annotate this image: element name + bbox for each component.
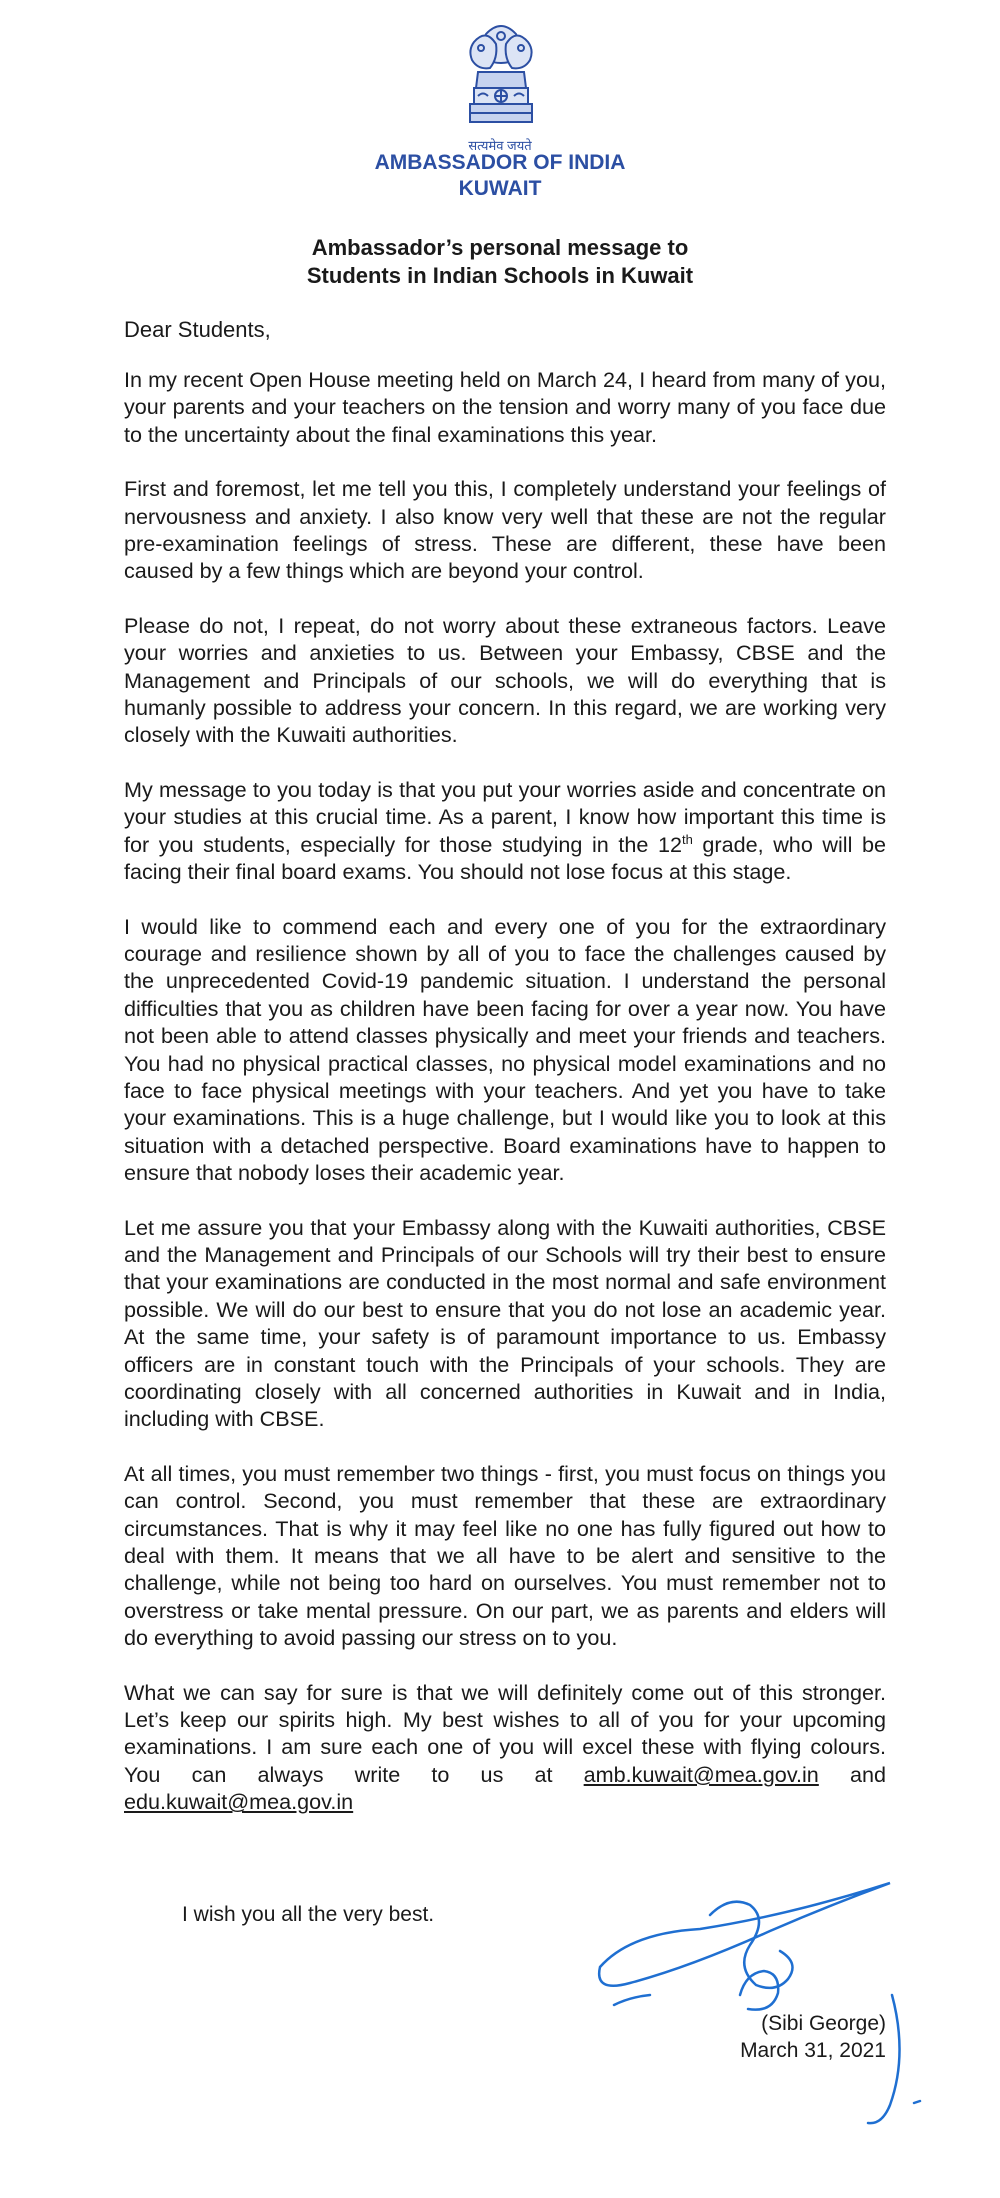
emblem-motto: सत्यमेव जयते: [468, 138, 532, 153]
education-email-link[interactable]: edu.kuwait@mea.gov.in: [124, 1789, 354, 1815]
paragraph-2: First and foremost, let me tell you this, I completely understand your feelings of nervousness and anxiety. I also know very well that these are not the regular pre-examination feelings of stress. These are different, these have been caused by a few things which are beyond your control.: [124, 476, 886, 584]
letter-body: [124, 316, 886, 1843]
paragraph-4-text-b: grade, who will be facing their final board exams. You should not lose focus at this stage.: [124, 831, 886, 885]
paragraph-5: I would like to commend each and every one of you for the extraordinary courage and resilience shown by all of you to face the challenges caused by the unprecedented Covid-19 pandemic situation. I understand the personal difficulties that you as children have been facing for over a year now. You have not been able to attend classes physically and meet your friends and teachers. You had no physical practical classes, no physical model examinations and no face to face physical meetings with your teachers. And yet you have to take your examinations. This is a huge challenge, but I would like you to look at this situation with a detached perspective. Board examinations have to happen to ensure that nobody loses their academic year.: [124, 913, 886, 1186]
paragraph-8-text: What we can say for sure is that we will definitely come out of this stronger. Let’s keep our spirits high. My best wishes to all of you for your upcoming examinations. I am sure each one of you will excel these with flying colours. You can always write to us at: [124, 1679, 886, 1787]
closing-line: I wish you all the very best.: [182, 1903, 435, 1926]
paragraph-3: Please do not, I repeat, do not worry about these extraneous factors. Leave your worries and anxieties to us. Between your Embassy, CBSE and the Management and Principals of our schools, we will do everything that is humanly possible to address your concern. In this regard, we are working very closely with the Kuwaiti authorities.: [124, 612, 886, 748]
paragraph-4: [124, 776, 886, 886]
paragraph-8: [124, 1679, 886, 1816]
subject-line-1: Ambassador’s personal message to: [311, 235, 689, 260]
paragraph-7: At all times, you must remember two things - first, you must focus on things you can control. Second, you must remember that these are extraordinary circumstances. That is why it may feel like no one has fully figured out how to deal with them. It means that we all have to be alert and sensitive to the challenge, while not being too hard on ourselves. You must remember not to overstress or take mental pressure. On our part, we as parents and elders will do everything to avoid passing our stress on to you.: [124, 1460, 886, 1651]
ambassador-email-link[interactable]: amb.kuwait@mea.gov.in: [583, 1761, 819, 1787]
subject-line-2: Students in Indian Schools in Kuwait: [306, 263, 694, 288]
salutation: Dear Students,: [124, 317, 271, 342]
letter-subject: [0, 234, 1000, 290]
office-line-country: KUWAIT: [458, 177, 542, 200]
paragraph-6: Let me assure you that your Embassy along with the Kuwaiti authorities, CBSE and the Management and Principals of our Schools will try their best to ensure that your examinations are conducted in the most normal and safe environment possible. We will do our best to ensure that you do not lose an academic year. At the same time, your safety is of paramount importance to us. Embassy officers are in constant touch with the Principals of your schools. They are coordinating closely with all concerned authorities in Kuwait and in India, including with CBSE.: [124, 1214, 886, 1432]
paragraph-8-and: and: [818, 1761, 886, 1787]
letter-date: March 31, 2021: [740, 2039, 886, 2062]
paragraph-4-text-a: My message to you today is that you put your worries aside and concentrate on your studies at this crucial time. As a parent, I know how important this time is for you students, especially for those studying in the 12: [124, 776, 886, 857]
ordinal-suffix: th: [681, 831, 693, 847]
office-title: [0, 150, 1000, 202]
national-emblem-icon: [456, 14, 546, 152]
paragraph-1: In my recent Open House meeting held on March 24, I heard from many of you, your parents and your teachers on the tension and worry many of you face due to the uncertainty about the final examinations this year.: [124, 367, 886, 447]
signer-block: [740, 2010, 886, 2064]
office-line-ambassador: AMBASSADOR OF INDIA: [374, 151, 626, 174]
handwritten-signature: [590, 1875, 940, 2135]
signer-name: (Sibi George): [761, 2012, 886, 2035]
